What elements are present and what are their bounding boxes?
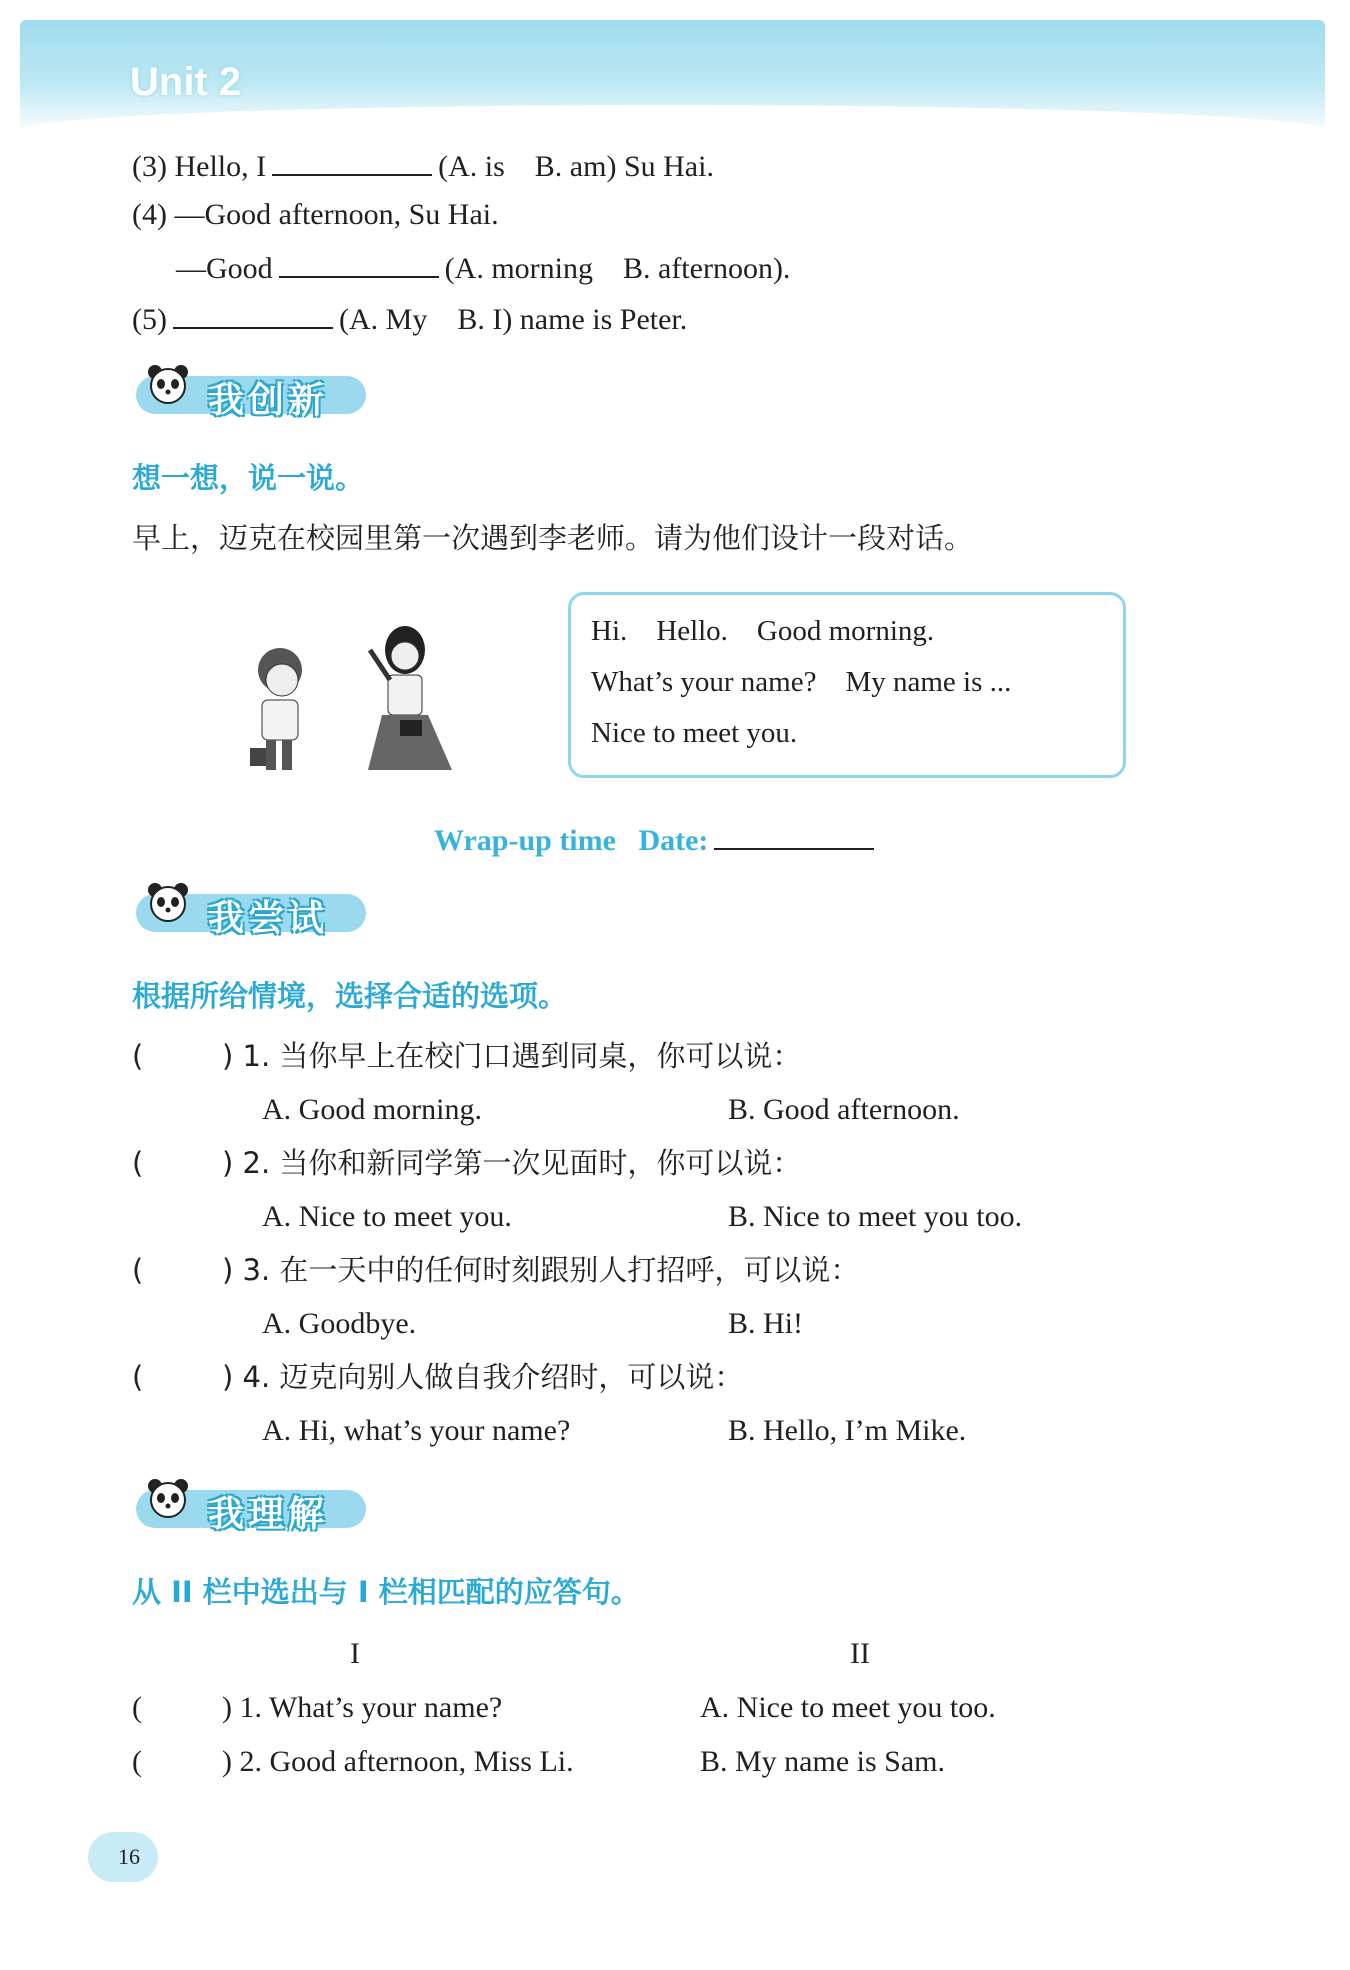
option-a: A. Nice to meet you. — [262, 1200, 512, 1233]
question-text: ) 1. 当你早上在校门口遇到同桌，你可以说： — [222, 1039, 802, 1073]
answer-paren[interactable]: ( — [132, 1146, 144, 1180]
panda-icon — [144, 880, 192, 928]
date-label: Date: — [638, 824, 709, 857]
question-3-stem: (3) Hello, I — [132, 150, 267, 183]
question-3 — [132, 146, 714, 185]
question-text: ) 2. 当你和新同学第一次见面时，你可以说： — [222, 1146, 802, 1180]
boy-and-teacher-illustration — [240, 620, 470, 780]
question-text: ) 3. 在一天中的任何时刻跟别人打招呼，可以说： — [222, 1253, 860, 1287]
answer-blank[interactable] — [272, 146, 432, 176]
question-4-stem: —Good — [176, 252, 273, 285]
answer-paren[interactable]: ( — [132, 1691, 142, 1724]
try-question-3 — [132, 1252, 859, 1288]
option-a: A. Hi, what’s your name? — [262, 1414, 571, 1447]
match-answer-a: A. Nice to meet you too. — [700, 1691, 996, 1724]
column-header-ii: II — [850, 1637, 870, 1670]
option-b: B. Good afternoon. — [728, 1093, 960, 1126]
option-b: B. Hello, I’m Mike. — [728, 1414, 967, 1447]
create-instruction: 想一想，说一说。 — [132, 461, 365, 495]
page-number: 16 — [118, 1844, 140, 1869]
answer-paren[interactable]: ( — [132, 1039, 144, 1073]
match-prompt: ) 2. Good afternoon, Miss Li. — [222, 1745, 574, 1778]
match-row-1 — [132, 1690, 502, 1726]
phrase-line-2: What’s your name? My name is ... — [591, 666, 1012, 698]
option-b: B. Nice to meet you too. — [728, 1200, 1023, 1233]
option-a: A. Goodbye. — [262, 1307, 417, 1340]
unit-label: Unit 2 — [130, 60, 242, 104]
panda-icon — [144, 362, 192, 410]
date-blank[interactable] — [714, 820, 874, 850]
column-header-i: I — [350, 1637, 360, 1670]
badge-title: 我创新 — [208, 380, 329, 421]
question-4-line2 — [176, 248, 790, 287]
phrase-line-3: Nice to meet you. — [591, 717, 798, 749]
question-5-stem: (5) — [132, 303, 167, 336]
answer-blank[interactable] — [173, 299, 333, 329]
understand-instruction: 从 II 栏中选出与 I 栏相匹配的应答句。 — [132, 1575, 640, 1609]
answer-blank[interactable] — [279, 248, 439, 278]
question-5-options: (A. My B. I) name is Peter. — [338, 303, 688, 336]
create-prompt: 早上，迈克在校园里第一次遇到李老师。请为他们设计一段对话。 — [132, 521, 974, 555]
panda-icon — [144, 1476, 192, 1524]
question-5 — [132, 299, 687, 338]
answer-paren[interactable]: ( — [132, 1253, 144, 1287]
try-question-1 — [132, 1038, 801, 1074]
answer-paren[interactable]: ( — [132, 1360, 144, 1394]
match-row-2 — [132, 1744, 574, 1780]
option-b: B. Hi! — [728, 1307, 803, 1340]
question-3-options: (A. is B. am) Su Hai. — [438, 150, 714, 183]
question-text: ) 4. 迈克向别人做自我介绍时，可以说： — [222, 1360, 744, 1394]
try-question-2 — [132, 1145, 801, 1181]
page-number-badge — [88, 1832, 158, 1882]
badge-title: 我理解 — [208, 1494, 329, 1535]
wrapup-heading — [434, 820, 880, 858]
section-badge-create — [130, 362, 370, 421]
match-answer-b: B. My name is Sam. — [700, 1745, 945, 1778]
section-badge-understand — [130, 1476, 370, 1535]
phrase-line-1: Hi. Hello. Good morning. — [591, 615, 935, 647]
match-prompt: ) 1. What’s your name? — [222, 1691, 503, 1724]
badge-title: 我尝试 — [208, 898, 329, 939]
try-instruction: 根据所给情境，选择合适的选项。 — [132, 979, 568, 1013]
try-question-4 — [132, 1359, 743, 1395]
answer-paren[interactable]: ( — [132, 1745, 142, 1778]
section-badge-try — [130, 880, 370, 939]
question-4-line1: (4) —Good afternoon, Su Hai. — [132, 198, 499, 231]
wrapup-title: Wrap-up time — [434, 824, 616, 857]
phrase-box — [568, 592, 1126, 778]
question-4-options: (A. morning B. afternoon). — [444, 252, 791, 285]
option-a: A. Good morning. — [262, 1093, 482, 1126]
